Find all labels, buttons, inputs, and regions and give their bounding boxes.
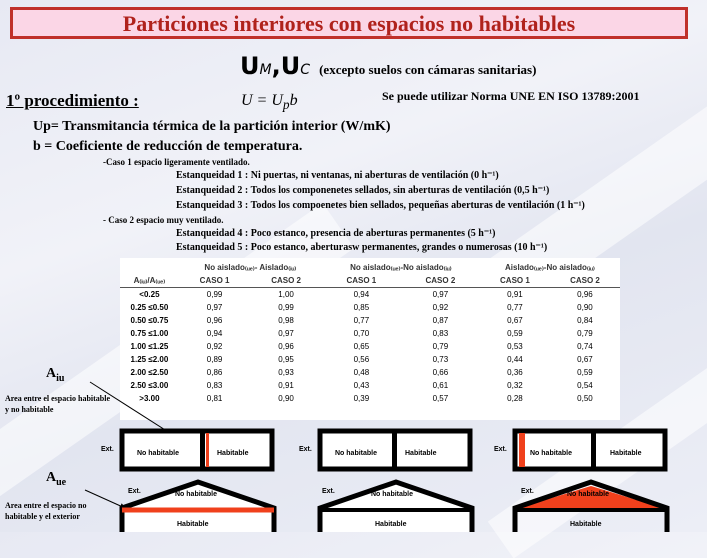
habitable-label: Habitable [217,450,249,457]
group-header: No aislado₍ᵤₑ₎-No aislado₍ᵢᵤ₎ [350,263,452,272]
aiu-sub: iu [56,372,65,384]
row-range-cell: 0.50 ≤0.75 [130,316,169,325]
habitable-label: Habitable [610,450,642,457]
value-cell: 0,91 [507,290,523,299]
value-cell: 0,96 [206,316,223,325]
estanqueidad-3: Estanqueidad 3 : Todos los compoenetes bien sellados, pequeñas aberturas de ventilación (1 h⁻¹) [176,200,585,211]
value-cell: 0,83 [206,381,223,390]
caso2-heading: - Caso 2 espacio muy ventilado. [103,215,224,225]
row-range-cell: 0.75 ≤1.00 [130,329,169,338]
habitable-label: Habitable [177,521,209,528]
no-habitable-label: No habitable [335,450,378,457]
procedure-heading: 1º procedimiento : [6,91,139,110]
value-cell: 0,85 [353,303,370,312]
row-range-cell: 2.50 ≤3.00 [130,381,169,390]
value-cell: 0,50 [577,394,593,403]
value-cell: 0,94 [353,290,370,299]
value-cell: 0,92 [206,342,223,351]
value-cell: 0,43 [353,381,370,390]
row-range-cell: 1.25 ≤2.00 [130,355,169,364]
value-cell: 0,93 [278,368,294,377]
row-range-cell: <0.25 [139,290,160,299]
estanqueidad-4: Estanqueidad 4 : Poco estanco, presencia de aberturas permanentes (5 h⁻¹) [176,228,496,239]
value-cell: 0,32 [507,381,523,390]
value-cell: 0,99 [278,303,294,312]
value-cell: 0,99 [206,290,223,299]
row-range-cell: >3.00 [139,394,160,403]
value-cell: 0,77 [507,303,523,312]
highlight-wall [206,433,209,467]
value-cell: 0,70 [353,329,370,338]
formula2-sub: p [282,97,290,113]
habitable-label: Habitable [405,450,437,457]
value-cell: 0,83 [432,329,449,338]
value-cell: 0,84 [577,316,593,325]
no-habitable-label: No habitable [567,491,610,498]
caso1-heading: -Caso 1 espacio ligeramente ventilado. [103,157,250,167]
column-header: A₍ᵢᵤ₎/A₍ᵤₑ₎ [120,274,179,288]
value-cell: 1,00 [278,290,294,299]
value-cell: 0,61 [432,381,449,390]
value-cell: 0,95 [278,355,294,364]
row-range-cell: 1.00 ≤1.25 [130,342,169,351]
aue-letter: A [46,470,57,485]
value-cell: 0,74 [577,342,593,351]
up-definition: Up= Transmitancia térmica de la partición interior (W/mK) [33,119,391,134]
formula2-main: U = U [241,92,283,109]
column-header: CASO 2 [250,274,322,288]
formula-note: (excepto suelos con cámaras sanitarias) [319,62,537,77]
value-cell: 0,86 [206,368,223,377]
column-header: CASO 1 [179,274,251,288]
value-cell: 0,97 [278,329,294,338]
formula2-tail: b [289,92,298,109]
column-header: CASO 1 [322,274,401,288]
page-title: Particiones interiores con espacios no habitables [122,11,576,36]
ext-label: Ext. [128,488,141,495]
aue-sub: ue [56,476,67,488]
norma-note: Se puede utilizar Norma UNE EN ISO 13789:2001 [382,89,640,103]
ext-label: Ext. [299,446,312,453]
no-habitable-label: No habitable [175,491,218,498]
value-cell: 0,79 [432,342,449,351]
value-cell: 0,97 [206,303,223,312]
value-cell: 0,65 [353,342,370,351]
value-cell: 0,67 [507,316,523,325]
value-cell: 0,67 [577,355,593,364]
ext-label: Ext. [494,446,507,453]
habitable-label: Habitable [375,521,407,528]
aue-description: Area entre el espacio no habitable y el exterior [5,501,87,521]
value-cell: 0,53 [507,342,523,351]
b-definition: b = Coeficiente de reducción de temperatura. [33,139,303,154]
ext-label: Ext. [322,488,335,495]
formula-u2-sub: C [300,62,310,78]
formula-u: U [240,52,260,80]
value-cell: 0,87 [432,316,449,325]
formula-u2: U [280,52,301,80]
value-cell: 0,90 [577,303,593,312]
highlight-wall [519,433,525,467]
row-range-cell: 0.25 ≤0.50 [130,303,169,312]
value-cell: 0,54 [577,381,593,390]
column-header: CASO 2 [550,274,620,288]
value-cell: 0,59 [577,368,593,377]
no-habitable-label: No habitable [371,491,414,498]
formula-sep: , [271,52,281,80]
estanqueidad-1: Estanqueidad 1 : Ni puertas, ni ventanas, ni aberturas de ventilación (0 h⁻¹) [176,170,499,181]
group-header: No aislado₍ᵤₑ₎- Aislado₍ᵢᵤ₎ [204,263,297,272]
value-cell: 0,91 [278,381,294,390]
value-cell: 0,96 [577,290,593,299]
value-cell: 0,89 [206,355,223,364]
value-cell: 0,98 [278,316,294,325]
value-cell: 0,96 [278,342,294,351]
no-habitable-label: No habitable [137,450,180,457]
value-cell: 0,56 [353,355,370,364]
value-cell: 0,48 [353,368,370,377]
column-header: CASO 2 [401,274,480,288]
ext-label: Ext. [101,446,114,453]
estanqueidad-2: Estanqueidad 2 : Todos los componenetes sellados, sin aberturas de ventilación (0,5 h⁻¹) [176,185,550,196]
value-cell: 0,57 [432,394,449,403]
value-cell: 0,92 [432,303,449,312]
aiu-letter: A [46,366,57,381]
value-cell: 0,81 [206,394,223,403]
group-header: Aislado₍ᵤₑ₎-No aislado₍ᵢᵤ₎ [505,263,595,272]
row-range-cell: 2.00 ≤2.50 [130,368,169,377]
value-cell: 0,36 [507,368,523,377]
value-cell: 0,66 [432,368,449,377]
value-cell: 0,59 [507,329,523,338]
ext-label: Ext. [521,488,534,495]
column-header: CASO 1 [480,274,550,288]
value-cell: 0,77 [353,316,370,325]
value-cell: 0,97 [432,290,449,299]
no-habitable-label: No habitable [530,450,573,457]
value-cell: 0,44 [507,355,523,364]
value-cell: 0,90 [278,394,294,403]
value-cell: 0,73 [432,355,449,364]
value-cell: 0,39 [353,394,370,403]
formula-u-sub: M [259,62,272,78]
habitable-label: Habitable [570,521,602,528]
value-cell: 0,28 [507,394,523,403]
aiu-description: Area entre el espacio habitable y no habitable [5,394,111,414]
estanqueidad-5: Estanqueidad 5 : Poco estanco, aberturasw permanentes, grandes o numerosas (10 h⁻¹) [176,242,548,253]
value-cell: 0,79 [577,329,593,338]
value-cell: 0,94 [206,329,223,338]
